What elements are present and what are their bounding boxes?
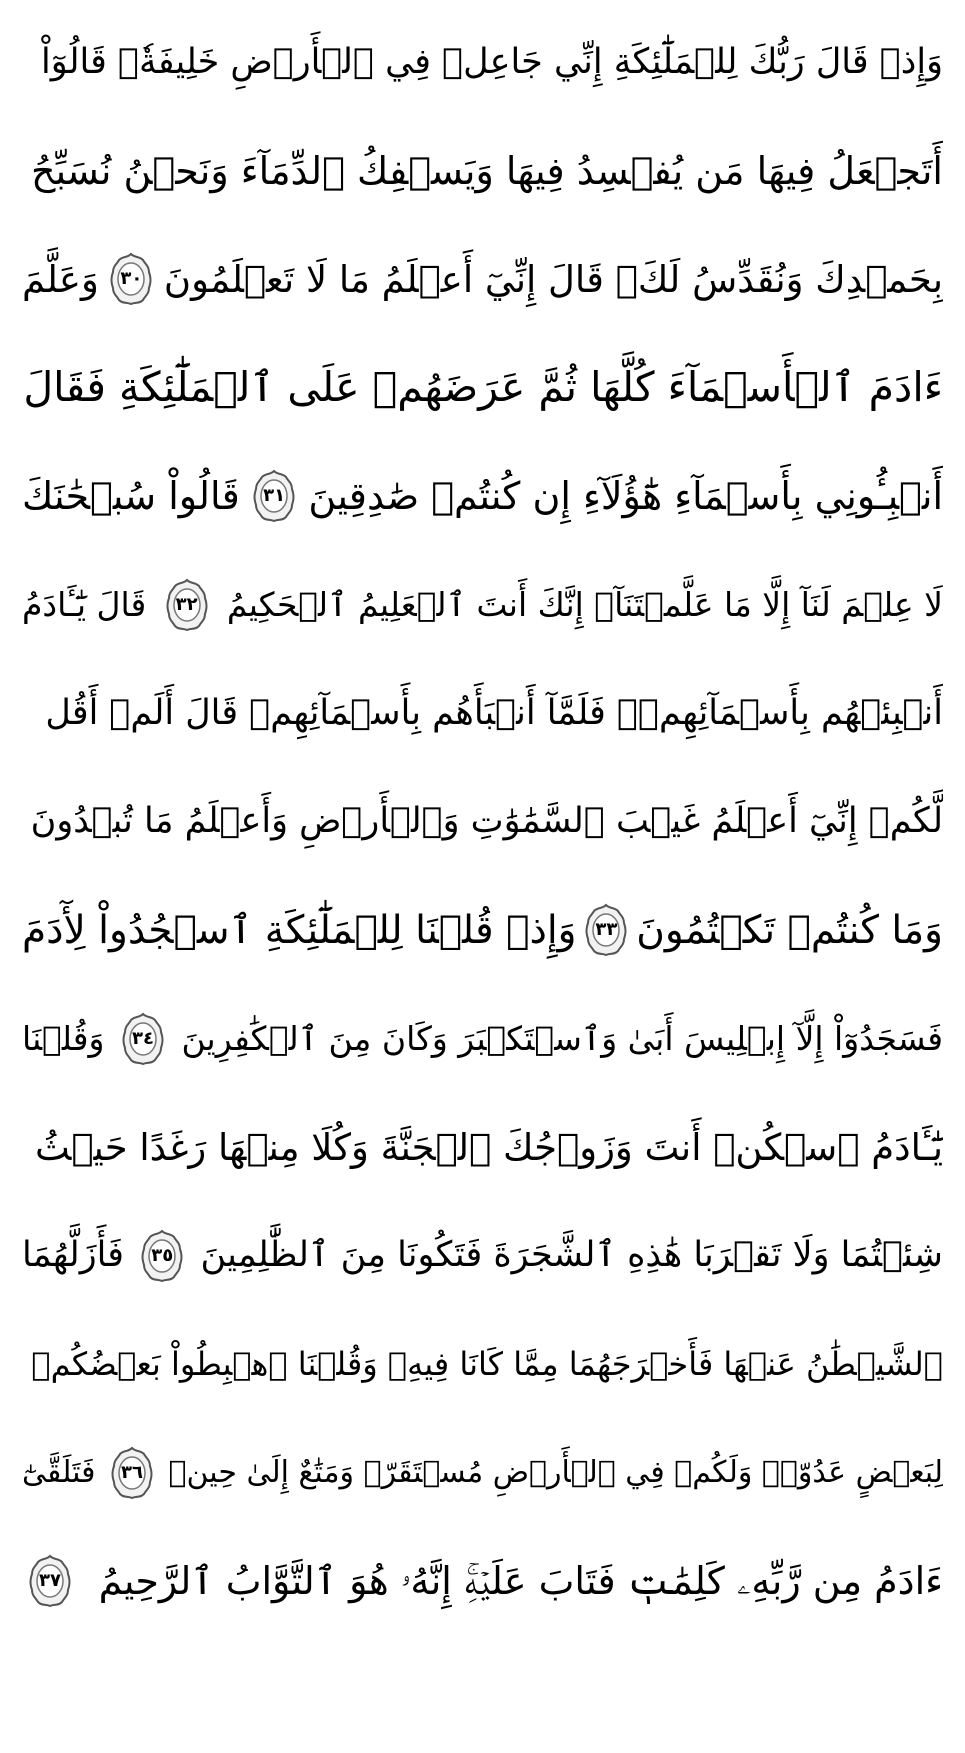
text-line: [22, 768, 943, 877]
verse-text: شِئۡتُمَا وَلَا تَقۡرَبَا هَٰذِهِ ٱلشَّجَرَةَ فَتَكُونَا مِنَ ٱلظَّٰلِمِينَ: [200, 1235, 943, 1276]
text-line: [22, 1202, 943, 1311]
verse-text: أَنۢبِئۡهُم بِأَسۡمَآئِهِمۡۖ فَلَمَّآ أَنۢبَأَهُم بِأَسۡمَآئِهِمۡ قَالَ أَلَمۡ أَقُل: [45, 692, 943, 733]
text-line: [22, 334, 943, 443]
text-line: [22, 8, 943, 117]
text-line: [22, 442, 943, 551]
text-line: [22, 551, 943, 660]
verse-text: وَمَا كُنتُمۡ تَكۡتُمُونَ: [636, 907, 943, 953]
ayah-number: ٣٠: [120, 268, 143, 290]
verse-text: وَعَلَّمَ: [22, 257, 99, 301]
verse-text: لِبَعۡضٍ عَدُوّٞۖ وَلَكُمۡ فِي ٱلۡأَرۡضِ مُسۡتَقَرّٞ وَمَتَٰعٌ إِلَىٰ حِينٖ: [168, 1454, 943, 1490]
verse-text: فَسَجَدُوٓاْ إِلَّآ إِبۡلِيسَ أَبَىٰ وَٱسۡتَكۡبَرَ وَكَانَ مِنَ ٱلۡكَٰفِرِينَ: [181, 1019, 943, 1059]
text-line: [22, 985, 943, 1094]
verse-text: فَأَزَلَّهُمَا: [22, 1235, 124, 1276]
verse-text: وَإِذۡ قُلۡنَا لِلۡمَلَٰٓئِكَةِ ٱسۡجُدُواْ لِأٓدَمَ: [22, 907, 577, 953]
text-line: [22, 1527, 943, 1636]
text-line: [22, 1419, 943, 1528]
ayah-number: ٣٢: [175, 593, 198, 615]
ayah-number: ٣٦: [121, 1461, 143, 1483]
verse-text: وَقُلۡنَا: [22, 1019, 105, 1059]
ayah-number: ٣٥: [151, 1244, 174, 1266]
text-line: [22, 225, 943, 334]
ayah-number: ٣٣: [595, 919, 618, 941]
verse-text: ٱلشَّيۡطَٰنُ عَنۡهَا فَأَخۡرَجَهُمَا مِمَّا كَانَا فِيهِۖ وَقُلۡنَا ٱهۡبِطُواْ بَعۡضُكُمۡ: [31, 1345, 943, 1384]
ayah-end-marker: [165, 578, 209, 632]
verse-text: لَّكُمۡ إِنِّيٓ أَعۡلَمُ غَيۡبَ ٱلسَّمَٰوَٰتِ وَٱلۡأَرۡضِ وَأَعۡلَمُ مَا تُبۡدُونَ: [30, 801, 943, 842]
verse-text: أَتَجۡعَلُ فِيهَا مَن يُفۡسِدُ فِيهَا وَيَسۡفِكُ ٱلدِّمَآءَ وَنَحۡنُ نُسَبِّحُ: [30, 148, 943, 193]
text-line: [22, 117, 943, 226]
verse-text: قَالَ يَٰٓـَٔادَمُ: [22, 585, 147, 625]
verse-text: فَتَلَقَّىٰٓ: [22, 1454, 96, 1490]
verse-text: وَإِذۡ قَالَ رَبُّكَ لِلۡمَلَٰٓئِكَةِ إِنِّي جَاعِلٞ فِي ٱلۡأَرۡضِ خَلِيفَةٗۖ قَالُوٓاْ: [41, 41, 943, 82]
verse-text: ءَادَمُ مِن رَّبِّهِۦ كَلِمَٰتٖ فَتَابَ عَلَيۡهِۚ إِنَّهُۥ هُوَ ٱلتَّوَّابُ ٱلرَّحِيمُ: [98, 1559, 943, 1604]
ayah-number: ٣٧: [39, 1570, 61, 1592]
ayah-end-marker: [28, 1554, 72, 1608]
text-line: [22, 659, 943, 768]
verse-text: يَٰٓـَٔادَمُ ٱسۡكُنۡ أَنتَ وَزَوۡجُكَ ٱلۡجَنَّةَ وَكُلَا مِنۡهَا رَغَدًا حَيۡثُ: [35, 1125, 943, 1169]
ayah-number: ٣١: [263, 485, 286, 507]
text-line: [22, 1310, 943, 1419]
ayah-end-marker: [109, 252, 153, 306]
ayah-number: ٣٤: [131, 1027, 154, 1049]
ayah-end-marker: [252, 469, 296, 523]
ayah-end-marker: [110, 1446, 154, 1500]
ayah-end-marker: [584, 903, 628, 957]
verse-text: أَنۢبِـُٔونِي بِأَسۡمَآءِ هَٰٓؤُلَآءِ إِن كُنتُمۡ صَٰدِقِينَ: [308, 474, 943, 519]
text-line: [22, 876, 943, 985]
ayah-end-marker: [140, 1229, 184, 1283]
text-line: [22, 1093, 943, 1202]
verse-text: لَا عِلۡمَ لَنَآ إِلَّا مَا عَلَّمۡتَنَآۖ إِنَّكَ أَنتَ ٱلۡعَلِيمُ ٱلۡحَكِيمُ: [226, 585, 943, 625]
verse-text: ءَادَمَ ٱلۡأَسۡمَآءَ كُلَّهَا ثُمَّ عَرَضَهُمۡ عَلَى ٱلۡمَلَٰٓئِكَةِ فَقَالَ: [23, 363, 943, 412]
verse-text: بِحَمۡدِكَ وَنُقَدِّسُ لَكَۖ قَالَ إِنِّيٓ أَعۡلَمُ مَا لَا تَعۡلَمُونَ: [163, 257, 943, 301]
ayah-end-marker: [121, 1012, 165, 1066]
verse-text: قَالُواْ سُبۡحَٰنَكَ: [22, 474, 240, 519]
